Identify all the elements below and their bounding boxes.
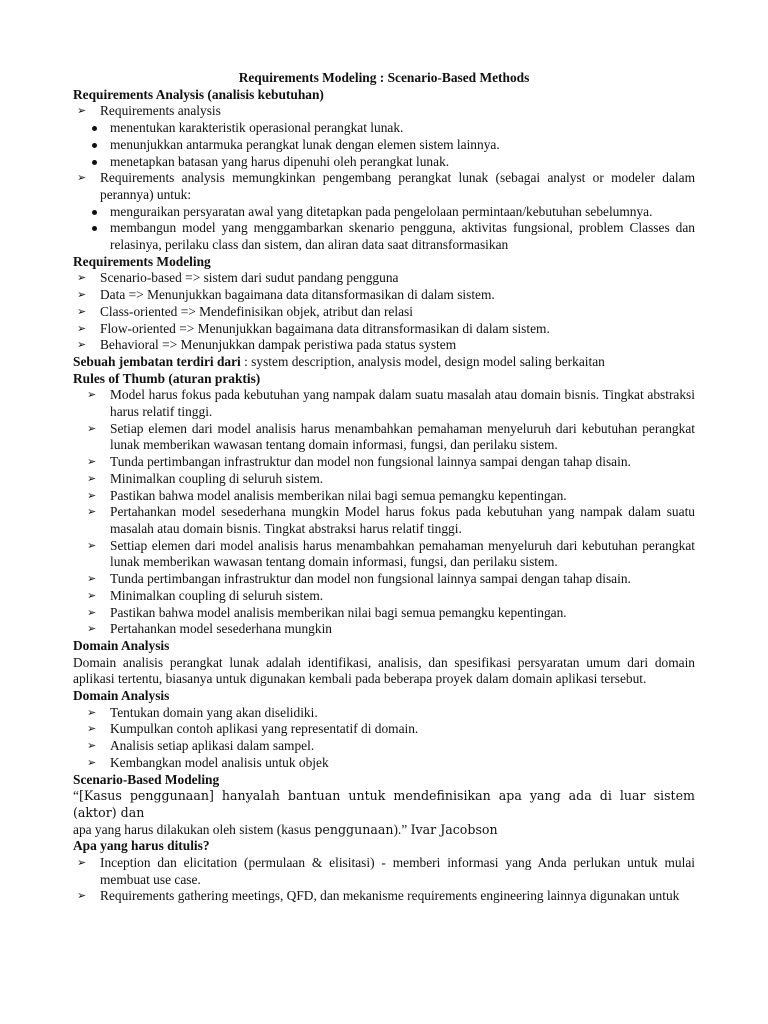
- quote-author: Ivar Jacobson: [410, 821, 498, 837]
- list-item: menguraikan persyaratan awal yang ditetapkan pada pengelolaan permintaan/kebutuhan sebelumnya.: [73, 204, 695, 221]
- list-item: ➢ Behavioral => Menunjukkan dampak peristiwa pada status system: [73, 337, 695, 354]
- list-item: ➢ Inception dan elicitation (permulaan & elisitasi) - memberi informasi yang Anda perlukan untuk mulai membuat use case.: [73, 855, 695, 888]
- list-item: ➢ Settiap elemen dari model analisis harus menambahkan pemahaman menyeluruh dari kebutuhan perangkat lunak memberikan wawasan tentang domain informasi, fungsi, dan perilaku sistem.: [83, 538, 695, 571]
- list-item: ➢ Pertahankan model sesederhana mungkin: [83, 621, 695, 638]
- list-item: menentukan karakteristik operasional perangkat lunak.: [73, 120, 695, 137]
- quote-line-2c: ).”: [393, 821, 411, 837]
- list-item: ➢ Model harus fokus pada kebutuhan yang nampak dalam suatu masalah atau domain bisnis. Tingkat abstraksi harus relatif tinggi.: [83, 387, 695, 420]
- list-item: ➢ Kumpulkan contoh aplikasi yang representatif di domain.: [83, 721, 695, 738]
- list-item: ➢ Analisis setiap aplikasi dalam sampel.: [83, 738, 695, 755]
- quote-line-1: [Kasus penggunaan] hanyalah bantuan untuk mendefinisikan apa yang ada di luar sistem (aktor) dan: [73, 788, 695, 820]
- list-item: menetapkan batasan yang harus dipenuhi oleh perangkat lunak.: [73, 154, 695, 171]
- list-item: ➢ Pastikan bahwa model analisis memberikan nilai bagi semua pemangku kepentingan.: [83, 605, 695, 622]
- rot-list: [83, 387, 695, 638]
- list-item: membangun model yang menggambarkan skenario pengguna, aktivitas fungsional, problem Classes dan relasinya, perilaku class dan sistem, dan aliran data saat ditransformasikan: [73, 220, 695, 253]
- heading-requirements-modeling: Requirements Modeling: [73, 253, 211, 269]
- domain-analysis-paragraph: Domain analisis perangkat lunak adalah identifikasi, analisis, dan spesifikasi persyaratan umum dari domain aplikasi tertentu, biasanya untuk digunakan kembali pada beberapa proyek dalam domain aplikasi tersebut.: [73, 654, 695, 687]
- list-item: ➢ Minimalkan coupling di seluruh sistem.: [83, 471, 695, 488]
- list-item: ➢ Data => Menunjukkan bagaimana data ditansformasikan di dalam sistem.: [73, 287, 695, 304]
- jacobson-quote: [73, 788, 695, 838]
- list-item: ➢ Minimalkan coupling di seluruh sistem.: [83, 588, 695, 605]
- bridge-text: : system description, analysis model, design model saling berkaitan: [240, 353, 605, 369]
- heading-rules-of-thumb: Rules of Thumb (aturan praktis): [73, 370, 261, 386]
- list-item: ➢ Kembangkan model analisis untuk objek: [83, 755, 695, 772]
- list-item: menunjukkan antarmuka perangkat lunak dengan elemen sistem lainnya.: [73, 137, 695, 154]
- list-item: ➢ Requirements gathering meetings, QFD, dan mekanisme requirements engineering lainnya digunakan untuk: [73, 888, 695, 905]
- list-item: ➢ Tunda pertimbangan infrastruktur dan model non fungsional lainnya sampai dengan tahap disain.: [83, 571, 695, 588]
- bridge-paragraph: [73, 354, 695, 371]
- document-page: [73, 70, 695, 905]
- list-item-text: Requirements analysis memungkinkan pengembang perangkat lunak (sebagai analyst or modeler dalam perannya) untuk:: [100, 170, 695, 202]
- rm-list: [73, 270, 695, 354]
- heading-domain-analysis-1: Domain Analysis: [73, 637, 170, 653]
- ra-sublist-2: [73, 204, 695, 254]
- ra-sublist-1: [73, 120, 695, 170]
- list-item: ➢ Flow-oriented => Menunjukkan bagaimana data ditransformasikan di dalam sistem.: [73, 321, 695, 338]
- apa-list: [73, 855, 695, 905]
- list-item: ➢ Tentukan domain yang akan diselidiki.: [83, 705, 695, 722]
- quote-line-2b: penggunaan: [314, 821, 394, 837]
- list-item: ➢ Class-oriented => Mendefinisikan objek, atribut dan relasi: [73, 304, 695, 321]
- quote-line-2a: apa yang harus dilakukan oleh sistem (kasus: [73, 821, 315, 837]
- heading-requirements-analysis: Requirements Analysis (analisis kebutuhan): [73, 86, 324, 102]
- ra-list: [73, 103, 695, 253]
- list-item-text: Requirements analysis: [100, 103, 221, 119]
- list-item: ➢ Pastikan bahwa model analisis memberikan nilai bagi semua pemangku kepentingan.: [83, 488, 695, 505]
- quote-open-mark: “: [73, 788, 79, 804]
- list-item: ➢ Scenario-based => sistem dari sudut pandang pengguna: [73, 270, 695, 287]
- document-title: Requirements Modeling : Scenario-Based Methods: [238, 70, 530, 85]
- heading-domain-analysis-2: Domain Analysis: [73, 688, 170, 704]
- list-item: ➢ Tunda pertimbangan infrastruktur dan model non fungsional lainnya sampai dengan tahap disain.: [83, 454, 695, 471]
- bridge-label: Sebuah jembatan terdiri dari: [73, 353, 241, 369]
- heading-apa-yang-harus-ditulis: Apa yang harus ditulis?: [73, 838, 210, 854]
- list-item: ➢ Pertahankan model sesederhana mungkin Model harus fokus pada kebutuhan yang nampak dalam suatu masalah atau domain bisnis. Tingkat abstraksi harus relatif tinggi.: [83, 504, 695, 537]
- da-list: [83, 705, 695, 772]
- list-item: [73, 170, 695, 254]
- heading-scenario-based-modeling: Scenario-Based Modeling: [73, 771, 220, 787]
- list-item: ➢ Setiap elemen dari model analisis harus menambahkan pemahaman menyeluruh dari kebutuhan perangkat lunak memberikan wawasan tentang domain informasi, fungsi, dan perilaku sistem.: [83, 421, 695, 454]
- list-item: [73, 103, 695, 170]
